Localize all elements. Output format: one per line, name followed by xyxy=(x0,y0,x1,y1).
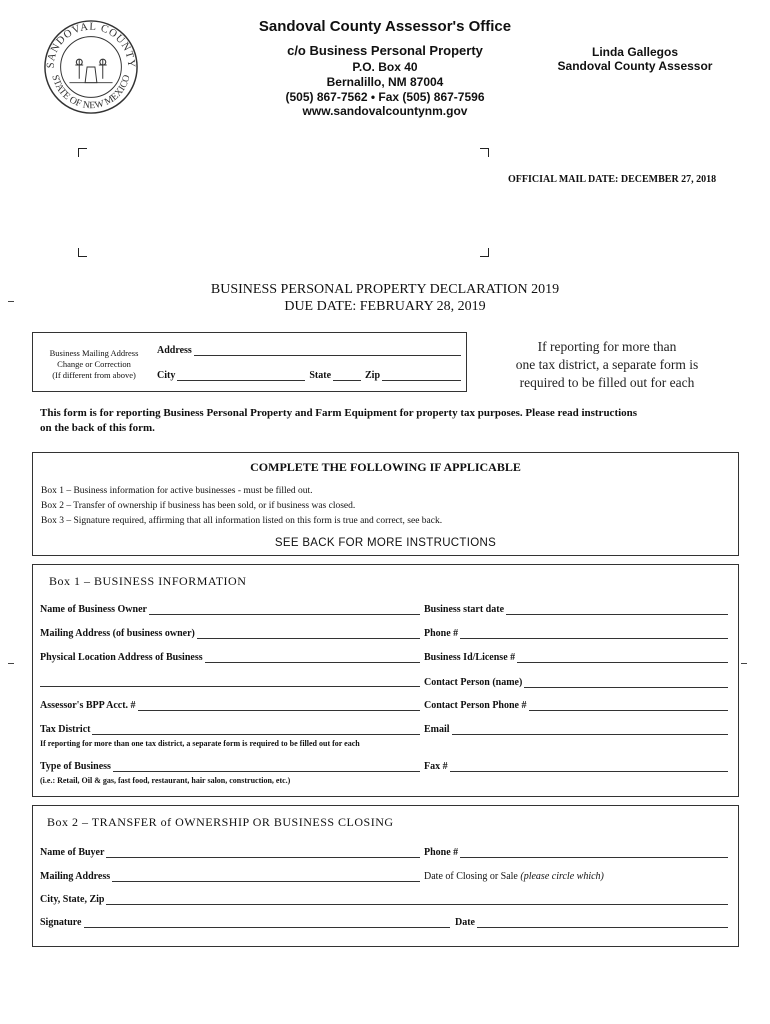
physical-location-field[interactable]: Physical Location Address of Business xyxy=(40,652,420,663)
county-seal xyxy=(42,18,140,116)
phone-field[interactable]: Phone # xyxy=(424,628,728,639)
address-window-corner xyxy=(78,248,87,257)
assessor-name: Linda Gallegos xyxy=(591,45,678,59)
buyer-mailing-address-field[interactable]: Mailing Address xyxy=(40,871,420,882)
address-change-side-label: Business Mailing Address Change or Correction (If different from above) xyxy=(49,348,139,380)
contact-person-phone-field[interactable]: Contact Person Phone # xyxy=(424,700,728,711)
business-type-examples: (i.e.: Retail, Oil & gas, fast food, restaurant, hair salon, construction, etc.) xyxy=(40,776,291,785)
margin-mark xyxy=(8,301,14,302)
instructions-box xyxy=(32,452,739,556)
city-state-zip-field[interactable]: City, State, Zip xyxy=(40,894,728,905)
address-window-corner xyxy=(78,148,87,157)
assessor-title: Sandoval County Assessor xyxy=(557,59,713,73)
website-link[interactable]: www.sandovalcountynm.gov xyxy=(302,104,468,118)
business-type-field[interactable]: Type of Business xyxy=(40,761,420,772)
physical-location-line2[interactable] xyxy=(40,677,420,687)
address-window-corner xyxy=(480,148,489,157)
new-city-state-zip-field[interactable]: City State Zip xyxy=(157,370,461,381)
seal-text-bottom: STATE OF NEW MEXICO xyxy=(49,73,133,112)
department-line: c/o Business Personal Property xyxy=(287,43,483,58)
form-title: BUSINESS PERSONAL PROPERTY DECLARATION 2019 xyxy=(210,282,560,297)
address-window-corner xyxy=(480,248,489,257)
closing-date-label[interactable]: Date of Closing or Sale (please circle which) xyxy=(424,871,604,882)
tax-district-field[interactable]: Tax District xyxy=(40,724,420,735)
intro-text-2: on the back of this form. xyxy=(40,422,155,434)
buyer-phone-field[interactable]: Phone # xyxy=(424,847,728,858)
business-owner-name-field[interactable]: Name of Business Owner xyxy=(40,604,420,615)
po-box: P.O. Box 40 xyxy=(352,60,418,74)
phone-fax: (505) 867-7562 • Fax (505) 867-7596 xyxy=(285,90,485,104)
signature-field[interactable]: Signature xyxy=(40,917,450,928)
owner-mailing-address-field[interactable]: Mailing Address (of business owner) xyxy=(40,628,420,639)
see-back-note: SEE BACK FOR MORE INSTRUCTIONS xyxy=(274,537,497,549)
buyer-name-field[interactable]: Name of Buyer xyxy=(40,847,420,858)
fax-field[interactable]: Fax # xyxy=(424,761,728,772)
new-address-field[interactable]: Address xyxy=(157,345,461,356)
instruction-box2: Box 2 – Transfer of ownership if business has been sold, or if business was closed. xyxy=(41,501,356,511)
instruction-box1: Box 1 – Business information for active businesses - must be filled out. xyxy=(41,486,313,496)
address-change-box xyxy=(32,332,467,392)
box2-title: Box 2 – TRANSFER of OWNERSHIP OR BUSINESS CLOSING xyxy=(47,815,394,829)
seal-text-top: SANDOVAL COUNTY xyxy=(44,20,138,69)
instruction-box3: Box 3 – Signature required, affirming that all information listed on this form is true and correct, see back. xyxy=(41,516,443,526)
instructions-title: COMPLETE THE FOLLOWING IF APPLICABLE xyxy=(250,460,521,474)
contact-person-name-field[interactable]: Contact Person (name) xyxy=(424,677,728,688)
multi-district-note: If reporting for more than one tax district, a separate form is required to be filled out for each xyxy=(515,339,699,390)
business-license-field[interactable]: Business Id/License # xyxy=(424,652,728,663)
office-name: Sandoval County Assessor's Office xyxy=(258,18,512,35)
svg-text:SANDOVAL COUNTY xyxy=(45,21,138,69)
bpp-account-field[interactable]: Assessor's BPP Acct. # xyxy=(40,700,420,711)
intro-text: This form is for reporting Business Personal Property and Farm Equipment for property tax purposes. Please read instructions xyxy=(40,407,638,419)
email-field[interactable]: Email xyxy=(424,724,728,735)
svg-text:STATE OF NEW MEXICO xyxy=(49,74,132,112)
signature-date-field[interactable]: Date xyxy=(455,917,728,928)
margin-mark xyxy=(741,663,747,664)
business-start-date-field[interactable]: Business start date xyxy=(424,604,728,615)
box1-title: Box 1 – BUSINESS INFORMATION xyxy=(49,574,247,588)
city-line: Bernalillo, NM 87004 xyxy=(326,75,444,89)
official-mail-date: OFFICIAL MAIL DATE: DECEMBER 27, 2018 xyxy=(508,174,717,185)
due-date: DUE DATE: FEBRUARY 28, 2019 xyxy=(284,299,486,314)
tax-district-note: If reporting for more than one tax district, a separate form is required to be filled out for each xyxy=(40,739,360,748)
margin-mark xyxy=(8,663,14,664)
